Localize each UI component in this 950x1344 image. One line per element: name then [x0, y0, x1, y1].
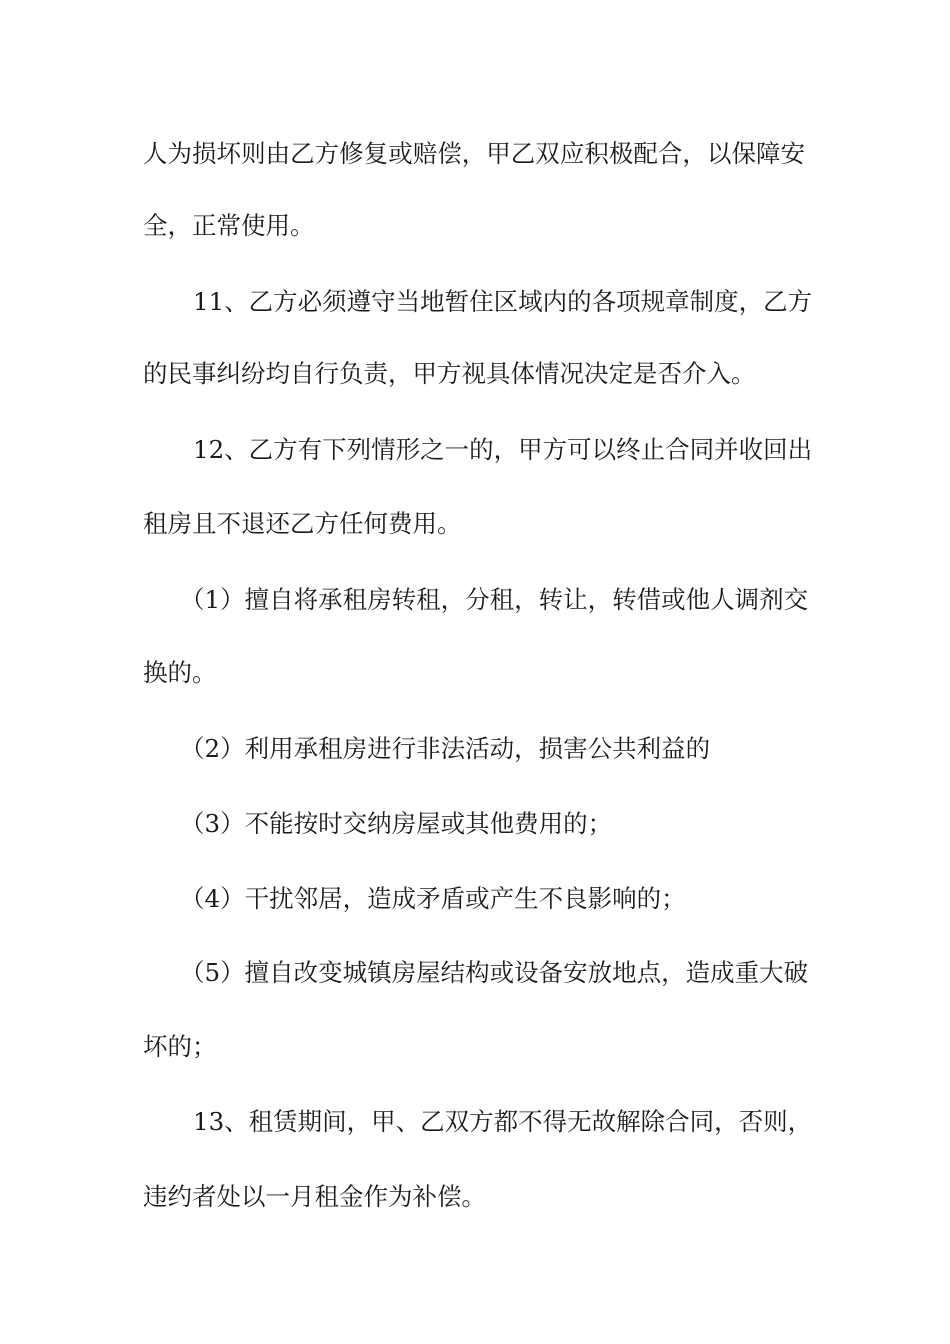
text-line: 的民事纠纷均自行负责，甲方视具体情况决定是否介入。: [143, 359, 756, 388]
text-line: 全，正常使用。: [143, 211, 315, 240]
item-3-line: （3）不能按时交纳房屋或其他费用的；: [180, 809, 613, 838]
text-line: 违约者处以一月租金作为补偿。: [143, 1182, 486, 1211]
text-line: 坏的；: [143, 1032, 217, 1061]
clause-13-line: 13、租赁期间，甲、乙双方都不得无故解除合同，否则，: [193, 1107, 813, 1136]
text-line: 换的。: [143, 658, 217, 687]
item-2-line: （2）利用承租房进行非法活动，损害公共利益的: [180, 734, 711, 763]
text-line: 租房且不退还乙方任何费用。: [143, 509, 462, 538]
item-4-line: （4）干扰邻居，造成矛盾或产生不良影响的；: [180, 884, 686, 913]
clause-12-line: 12、乙方有下列情形之一的，甲方可以终止合同并收回出: [193, 435, 813, 464]
item-1-line: （1）擅自将承租房转租，分租，转让，转借或他人调剂交: [180, 585, 809, 614]
item-5-line: （5）擅自改变城镇房屋结构或设备安放地点，造成重大破: [180, 958, 809, 987]
text-line: 人为损坏则由乙方修复或赔偿，甲乙双应积极配合，以保障安: [143, 139, 805, 168]
clause-11-line: 11、乙方必须遵守当地暂住区域内的各项规章制度，乙方: [193, 287, 813, 316]
